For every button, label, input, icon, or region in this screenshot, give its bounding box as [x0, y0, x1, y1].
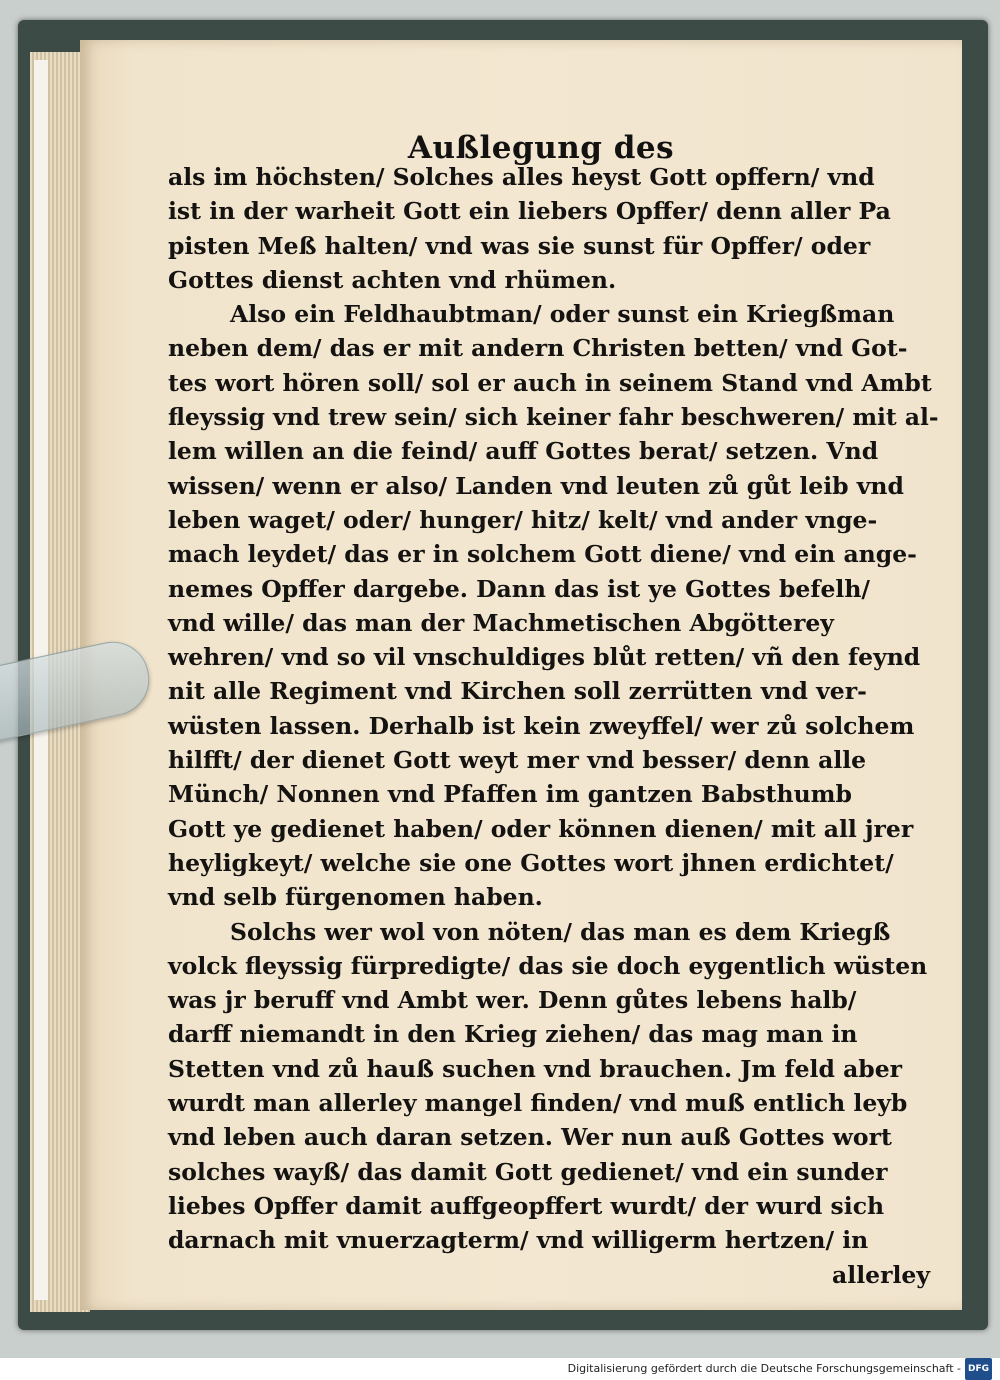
text-line: solches wayß/ das damit Gott gedienet/ vnd ein sunder [168, 1157, 888, 1186]
text-line: wehren/ vnd so vil vnschuldiges blůt retten/ vñ den feynd [168, 643, 921, 672]
running-head: Außlegung des [407, 130, 675, 166]
text-line: pisten Meß halten/ vnd was sie sunst für Opffer/ oder [168, 231, 871, 260]
text-line: Solchs wer wol von nöten/ das man es dem Kriegß [230, 917, 891, 946]
text-line: wurdt man allerley mangel finden/ vnd muß entlich leyb [168, 1089, 908, 1118]
text-line: vnd wille/ das man der Machmetischen Abgötterey [168, 608, 834, 637]
text-line: leben waget/ oder/ hunger/ hitz/ kelt/ vnd ander vnge- [168, 505, 878, 534]
text-line: tes wort hören soll/ sol er auch in seinem Stand vnd Ambt [168, 368, 932, 397]
text-line: volck fleyssig fürpredigte/ das sie doch eygentlich wüsten [168, 951, 928, 980]
text-block [168, 160, 938, 1292]
text-line: Gottes dienst achten vnd rhümen. [168, 265, 617, 294]
text-line: Stetten vnd zů hauß suchen vnd brauchen. Jm feld aber [168, 1054, 903, 1083]
text-line: darff niemandt in den Krieg ziehen/ das mag man in [168, 1020, 858, 1049]
footer-credit: Digitalisierung gefördert durch die Deutsche Forschungsgemeinschaft - [567, 1362, 961, 1375]
text-line: Also ein Feldhaubtman/ oder sunst ein Kriegßman [230, 300, 895, 329]
text-line: hilfft/ der dienet Gott weyt mer vnd besser/ denn alle [168, 746, 867, 775]
text-line: Münch/ Nonnen vnd Pfaffen im gantzen Babsthumb [168, 780, 852, 809]
text-line: wissen/ wenn er also/ Landen vnd leuten zů gůt leib vnd [168, 471, 904, 500]
text-line: nemes Opffer dargebe. Dann das ist ye Gottes befelh/ [168, 574, 871, 603]
text-line: neben dem/ das er mit andern Christen betten/ vnd Got- [168, 334, 908, 363]
dfg-logo: DFG [965, 1358, 992, 1380]
text-line: darnach mit vnuerzagterm/ vnd willigerm hertzen/ in [168, 1226, 869, 1255]
text-line: vnd leben auch daran setzen. Wer nun auß Gottes wort [168, 1123, 892, 1152]
text-line: mach leydet/ das er in solchem Gott diene/ vnd ein ange- [168, 540, 917, 569]
text-line: wüsten lassen. Derhalb ist kein zweyffel/ wer zů solchem [168, 711, 915, 740]
text-line: heyligkeyt/ welche sie one Gottes wort jhnen erdichtet/ [168, 848, 894, 877]
text-line: Gott ye gedienet haben/ oder können dienen/ mit all jrer [168, 814, 914, 843]
footer [0, 1358, 1000, 1378]
text-line: liebes Opffer damit auffgeopffert wurdt/ der wurd sich [168, 1191, 885, 1220]
text-line: lem willen an die feind/ auff Gottes berat/ setzen. Vnd [168, 437, 879, 466]
text-line: ist in der warheit Gott ein liebers Opffer/ denn aller Pa [168, 197, 891, 226]
text-line: nit alle Regiment vnd Kirchen soll zerrütten vnd ver- [168, 677, 867, 706]
text-line: als im höchsten/ Solches alles heyst Gott opffern/ vnd [168, 163, 875, 191]
text-line: fleyssig vnd trew sein/ sich keiner fahr beschweren/ mit al- [168, 403, 939, 432]
catchword: allerley [832, 1260, 930, 1289]
text-line: was jr beruff vnd Ambt wer. Denn gůtes lebens halb/ [168, 986, 857, 1015]
text-line: vnd selb fürgenomen haben. [168, 883, 543, 912]
